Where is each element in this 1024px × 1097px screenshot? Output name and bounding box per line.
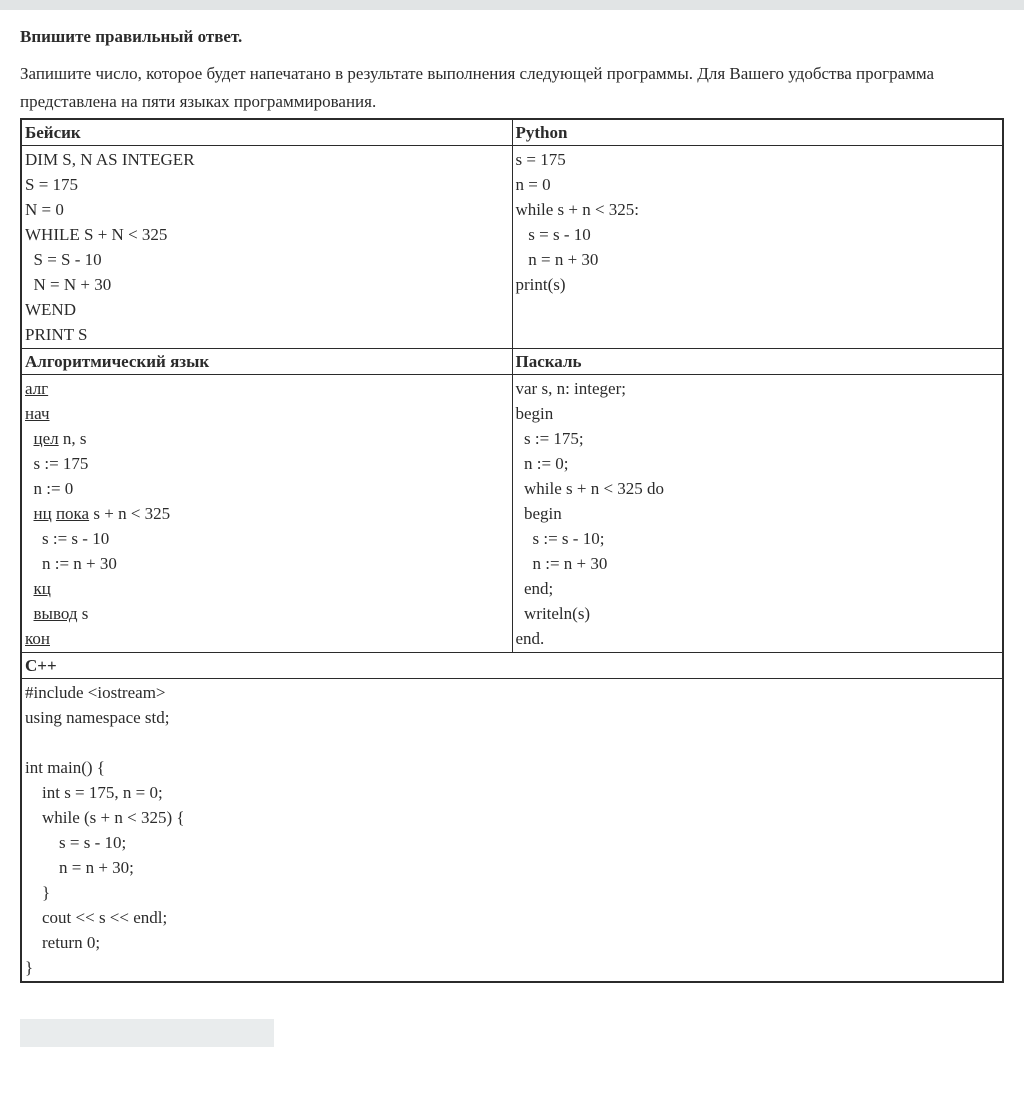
code-line: begin — [515, 404, 554, 423]
code-line: using namespace std; — [25, 708, 170, 727]
code-line: WEND — [25, 300, 76, 319]
code-cpp — [21, 679, 1003, 983]
code-line: s := s - 10 — [25, 529, 110, 548]
code-line: while (s + n < 325) { — [25, 808, 185, 827]
code-line: n = 0 — [515, 175, 551, 194]
code-line: WHILE S + N < 325 — [25, 225, 168, 244]
code-line: begin — [515, 504, 562, 523]
code-line — [25, 730, 999, 755]
table-row — [21, 679, 1003, 983]
code-python — [512, 146, 1003, 349]
code-line: end. — [515, 629, 545, 648]
code-line: var s, n: integer; — [515, 379, 626, 398]
code-line: int main() { — [25, 758, 105, 777]
lang-header-python: Python — [512, 119, 1003, 146]
lang-header-algorithmic: Алгоритмический язык — [21, 349, 512, 375]
code-line: нц пока s + n < 325 — [33, 504, 171, 523]
code-line: кон — [25, 629, 50, 648]
question-page — [0, 26, 1024, 1047]
table-row — [21, 375, 1003, 653]
program-listings-table — [20, 118, 1004, 983]
code-line: DIM S, N AS INTEGER — [25, 150, 195, 169]
code-line: n := n + 30 — [25, 554, 117, 573]
code-line: S = S - 10 — [25, 250, 102, 269]
code-line: s = 175 — [515, 150, 566, 169]
code-line: #include <iostream> — [25, 683, 166, 702]
code-line: нач — [25, 404, 50, 423]
code-line: n := 0 — [25, 479, 74, 498]
table-row — [21, 349, 1003, 375]
table-row — [21, 653, 1003, 679]
code-line: алг — [25, 379, 49, 398]
lang-header-pascal: Паскаль — [512, 349, 1003, 375]
code-line: cout << s << endl; — [25, 908, 168, 927]
code-line: кц — [33, 579, 51, 598]
code-line: end; — [515, 579, 554, 598]
code-algorithmic — [21, 375, 512, 653]
code-line: N = N + 30 — [25, 275, 112, 294]
code-basic — [21, 146, 512, 349]
code-line: цел n, s — [33, 429, 87, 448]
code-line: } — [25, 958, 34, 977]
code-line: writeln(s) — [515, 604, 591, 623]
code-line: print(s) — [515, 275, 566, 294]
code-line: s = s - 10; — [25, 833, 127, 852]
code-line: while s + n < 325: — [515, 200, 640, 219]
code-line: n := 0; — [515, 454, 569, 473]
answer-input[interactable] — [20, 1019, 274, 1047]
code-line: n = n + 30 — [515, 250, 599, 269]
question-prompt: Впишите правильный ответ. — [20, 27, 243, 46]
code-line: s = s - 10 — [515, 225, 591, 244]
code-line: n = n + 30; — [25, 858, 134, 877]
code-line: PRINT S — [25, 325, 88, 344]
code-line: n := n + 30 — [515, 554, 608, 573]
lang-header-basic: Бейсик — [21, 119, 512, 146]
code-line: return 0; — [25, 933, 101, 952]
code-line: s := 175 — [25, 454, 89, 473]
table-row — [21, 119, 1003, 146]
code-pascal — [512, 375, 1003, 653]
top-bar — [0, 0, 1024, 10]
code-line: N = 0 — [25, 200, 64, 219]
code-line: while s + n < 325 do — [515, 479, 665, 498]
code-line: } — [25, 883, 51, 902]
code-line: вывод s — [33, 604, 89, 623]
table-row — [21, 146, 1003, 349]
lang-header-cpp: C++ — [21, 653, 1003, 679]
code-line: S = 175 — [25, 175, 79, 194]
task-description: Запишите число, которое будет напечатано в результате выполнения следующей программы. Для Вашего удобства программа представлена на пяти языках программирования. — [20, 64, 935, 111]
code-line: s := 175; — [515, 429, 584, 448]
code-line: int s = 175, n = 0; — [25, 783, 163, 802]
code-line: s := s - 10; — [515, 529, 605, 548]
